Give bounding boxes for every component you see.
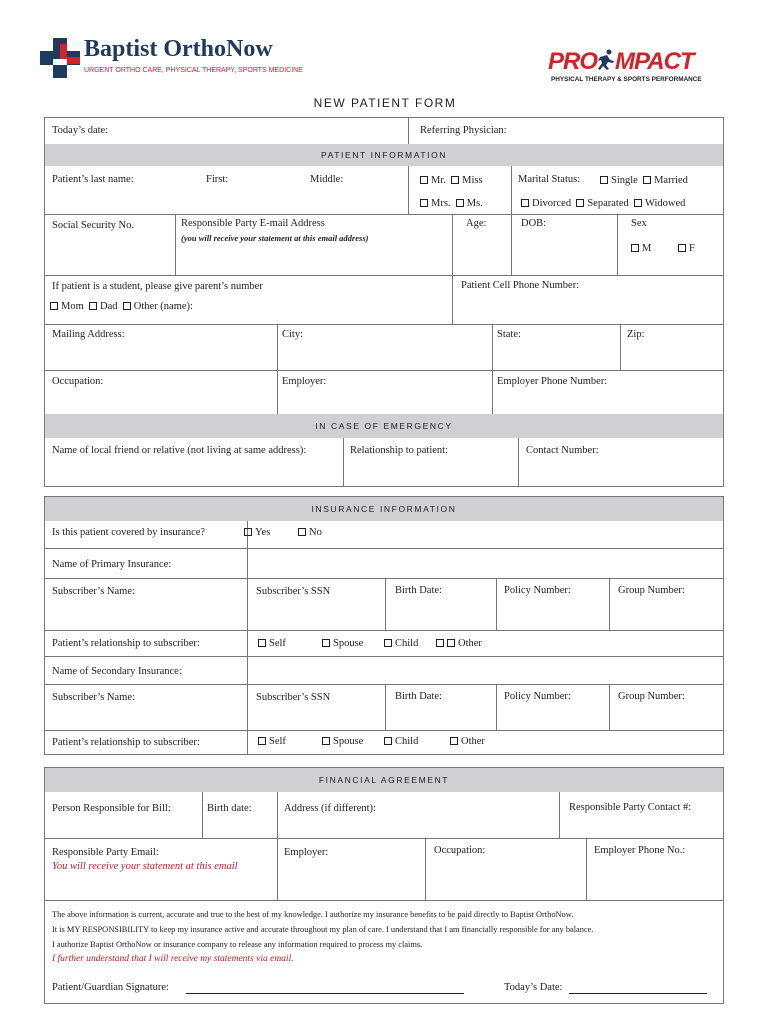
secondary-other-label: Other <box>461 736 485 747</box>
insurance-band: INSURANCE INFORMATION <box>45 497 723 521</box>
primary-insurance-label: Name of Primary Insurance: <box>52 559 172 570</box>
primary-other-box-checkbox[interactable] <box>436 639 444 647</box>
proimpact-logo-tagline: PHYSICAL THERAPY & SPORTS PERFORMANCE <box>551 76 702 83</box>
separated-label: Separated <box>587 198 629 209</box>
first-name-label: First: <box>206 174 229 185</box>
agreement-line-1: The above information is current, accurate and true to the best of my knowledge. I authorize my insurance benefits to be paid directly to Baptist OrthoNow. <box>52 910 574 919</box>
signature-date-line[interactable] <box>569 993 707 994</box>
city-label: City: <box>282 329 304 340</box>
responsible-email-field[interactable] <box>180 246 445 272</box>
secondary-birth-date-label: Birth Date: <box>395 691 442 702</box>
form-title: NEW PATIENT FORM <box>313 96 457 110</box>
sex-label: Sex <box>631 218 647 229</box>
sex-f-label: F <box>689 243 695 254</box>
agreement-line-2: It is MY RESPONSIBILITY to keep my insurance active and accurate throughout my plan of care. I understand that I am financially responsible for any balance. <box>52 925 594 934</box>
referring-physician-field[interactable] <box>520 120 720 142</box>
cell-phone-field[interactable] <box>458 294 720 322</box>
ssn-label: Social Security No. <box>52 220 134 231</box>
financial-email-note: You will receive your statement at this email <box>52 861 238 872</box>
other-name-label: Other (name): <box>133 301 193 312</box>
primary-policy-label: Policy Number: <box>504 585 571 596</box>
responsible-email-label: Responsible Party E-mail Address <box>181 218 325 229</box>
proimpact-logo <box>548 48 718 88</box>
last-name-field[interactable] <box>50 186 400 210</box>
mrs-label: Mrs. <box>431 198 451 209</box>
employer-label: Employer: <box>282 376 327 387</box>
single-label: Single <box>611 175 638 186</box>
emergency-relationship-label: Relationship to patient: <box>350 445 448 456</box>
primary-self-checkbox[interactable] <box>258 639 266 647</box>
insured-yes-label: Yes <box>255 527 271 538</box>
insured-no-label: No <box>309 527 322 538</box>
insured-no-checkbox[interactable] <box>298 528 306 536</box>
financial-email-label: Responsible Party Email: <box>52 847 159 858</box>
mr-label: Mr. <box>431 175 446 186</box>
primary-child-checkbox[interactable] <box>384 639 392 647</box>
baptist-cross-icon <box>40 38 80 78</box>
last-name-label: Patient’s last name: <box>52 174 134 185</box>
secondary-child-checkbox[interactable] <box>384 737 392 745</box>
ms-label: Ms. <box>466 198 483 209</box>
other-parent-checkbox[interactable] <box>123 302 131 310</box>
mr-checkbox[interactable] <box>420 176 428 184</box>
dad-label: Dad <box>100 301 118 312</box>
widowed-checkbox[interactable] <box>634 199 642 207</box>
agreement-line-4: I further understand that I will receive my statements via email. <box>52 954 294 964</box>
person-responsible-label: Person Responsible for Bill: <box>52 803 171 814</box>
divorced-checkbox[interactable] <box>521 199 529 207</box>
emergency-band: IN CASE OF EMERGENCY <box>45 414 723 438</box>
todays-date-label: Today’s date: <box>52 125 109 136</box>
financial-occupation-label: Occupation: <box>434 845 486 856</box>
student-parent-label: If patient is a student, please give parent’s number <box>52 281 263 292</box>
zip-label: Zip: <box>627 329 645 340</box>
miss-label: Miss <box>462 175 483 186</box>
ms-checkbox[interactable] <box>456 199 464 207</box>
widowed-label: Widowed <box>644 198 686 209</box>
financial-birth-date-label: Birth date: <box>207 803 252 814</box>
ssn-field[interactable] <box>50 234 170 270</box>
covered-label: Is this patient covered by insurance? <box>52 527 206 538</box>
runner-icon <box>597 49 615 71</box>
primary-self-label: Self <box>269 638 286 649</box>
cell-phone-label: Patient Cell Phone Number: <box>461 280 580 291</box>
secondary-relationship-label: Patient’s relationship to subscriber: <box>52 737 200 748</box>
state-label: State: <box>497 329 521 340</box>
secondary-child-label: Child <box>395 736 419 747</box>
financial-employer-phone-label: Employer Phone No.: <box>594 845 686 856</box>
primary-subscriber-name-label: Subscriber’s Name: <box>52 586 135 597</box>
primary-birth-date-label: Birth Date: <box>395 585 442 596</box>
emergency-name-label: Name of local friend or relative (not living at same address): <box>52 445 307 456</box>
mom-label: Mom <box>61 301 84 312</box>
primary-other-label: Other <box>458 638 482 649</box>
mom-checkbox[interactable] <box>50 302 58 310</box>
married-checkbox[interactable] <box>643 176 651 184</box>
secondary-policy-label: Policy Number: <box>504 691 571 702</box>
secondary-other-checkbox[interactable] <box>450 737 458 745</box>
secondary-subscriber-ssn-label: Subscriber’s SSN <box>256 692 331 703</box>
dad-checkbox[interactable] <box>89 302 97 310</box>
proimpact-logo-left: PRO <box>548 48 598 75</box>
primary-relationship-label: Patient’s relationship to subscriber: <box>52 638 200 649</box>
mailing-address-field[interactable] <box>50 342 272 368</box>
patient-information-band: PATIENT INFORMATION <box>45 144 723 166</box>
insured-yes-checkbox[interactable] <box>244 528 252 536</box>
primary-group-label: Group Number: <box>618 585 685 596</box>
age-label: Age: <box>466 218 487 229</box>
dob-label: DOB: <box>521 218 547 229</box>
primary-subscriber-ssn-label: Subscriber’s SSN <box>256 586 331 597</box>
agreement-line-3: I authorize Baptist OrthoNow or insurance company to release any information required to process my claims. <box>52 940 423 949</box>
primary-child-label: Child <box>395 638 419 649</box>
sex-m-label: M <box>642 243 652 254</box>
primary-spouse-checkbox[interactable] <box>322 639 330 647</box>
financial-band: FINANCIAL AGREEMENT <box>45 768 723 792</box>
referring-physician-label: Referring Physician: <box>420 125 507 136</box>
primary-spouse-label: Spouse <box>333 638 364 649</box>
sex-m-checkbox[interactable] <box>631 244 639 252</box>
middle-name-label: Middle: <box>310 174 344 185</box>
secondary-spouse-checkbox[interactable] <box>322 737 330 745</box>
sex-f-checkbox[interactable] <box>678 244 686 252</box>
occupation-label: Occupation: <box>52 376 104 387</box>
secondary-self-checkbox[interactable] <box>258 737 266 745</box>
divorced-label: Divorced <box>532 198 572 209</box>
emergency-contact-label: Contact Number: <box>526 445 599 456</box>
secondary-group-label: Group Number: <box>618 691 685 702</box>
primary-other-checkbox[interactable] <box>447 639 455 647</box>
secondary-insurance-label: Name of Secondary Insurance: <box>52 666 182 677</box>
signature-date-label: Today’s Date: <box>504 982 563 993</box>
baptist-logo-tagline: URGENT ORTHO CARE, PHYSICAL THERAPY, SPORTS MEDICINE <box>84 67 303 74</box>
baptist-logo-name: Baptist OrthoNow <box>84 36 273 62</box>
single-checkbox[interactable] <box>600 176 608 184</box>
miss-checkbox[interactable] <box>451 176 459 184</box>
employer-phone-label: Employer Phone Number: <box>497 376 608 387</box>
secondary-spouse-label: Spouse <box>333 736 364 747</box>
proimpact-logo-right: MPACT <box>615 48 694 75</box>
mrs-checkbox[interactable] <box>420 199 428 207</box>
married-label: Married <box>654 175 688 186</box>
responsible-email-note: (you will receive your statement at this email address) <box>181 233 369 243</box>
todays-date-field[interactable] <box>130 120 400 142</box>
secondary-self-label: Self <box>269 736 286 747</box>
signature-line[interactable] <box>186 993 464 994</box>
mailing-address-label: Mailing Address: <box>52 329 125 340</box>
marital-status-label: Marital Status: <box>518 174 581 185</box>
signature-label: Patient/Guardian Signature: <box>52 982 169 993</box>
secondary-subscriber-name-label: Subscriber’s Name: <box>52 692 135 703</box>
financial-contact-label: Responsible Party Contact #: <box>569 802 692 813</box>
separated-checkbox[interactable] <box>576 199 584 207</box>
baptist-logo <box>40 36 303 82</box>
financial-employer-label: Employer: <box>284 847 329 858</box>
financial-address-label: Address (if different): <box>284 803 376 814</box>
